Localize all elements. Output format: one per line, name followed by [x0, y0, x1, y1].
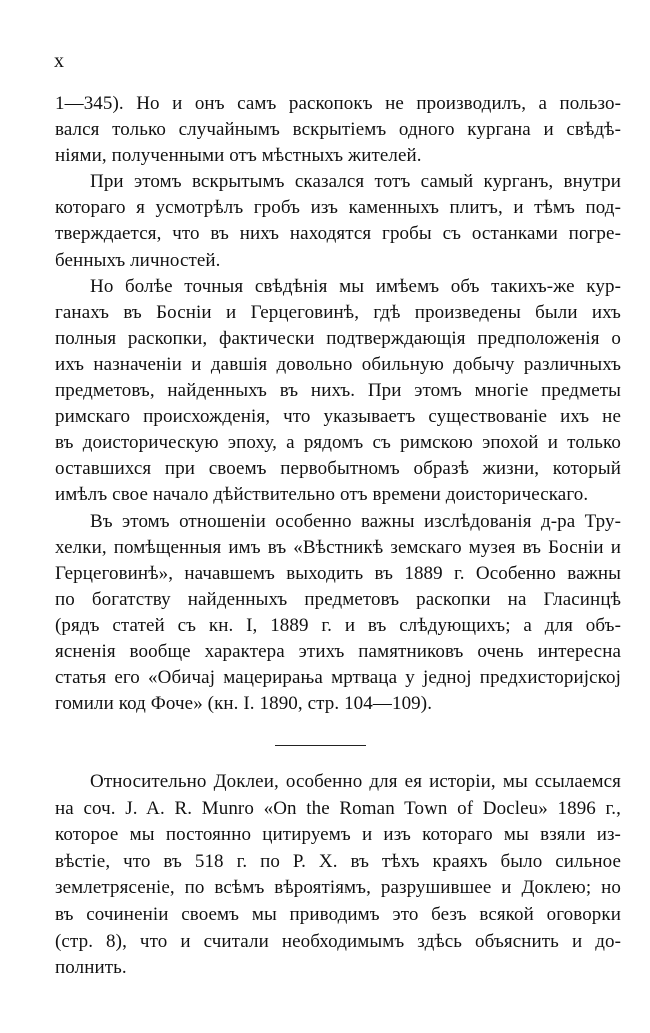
text-line: статья его «Обичај мацерирања мртваца у једној предхисторијској	[55, 667, 621, 689]
text-line: гомили код Фоче» (кн. I. 1890, стр. 104—109).	[55, 693, 433, 715]
text-line: которое мы постоянно цитируемъ и изъ котораго мы взяли из-	[55, 824, 621, 846]
text-line: (стр. 8), что и считали необходимымъ здѣсь объяснить и до-	[55, 930, 621, 952]
text-line: ніями, полученными отъ мѣстныхъ жителей.	[55, 145, 422, 167]
text-line: римскаго происхожденія, что указываетъ существованіе ихъ не	[55, 406, 621, 428]
text-line: тверждается, что въ нихъ находятся гробы съ останками погре-	[55, 223, 621, 245]
text-line: въ сочиненіи своемъ мы приводимъ это безъ всякой оговорки	[55, 903, 621, 925]
text-line: по богатству найденныхъ предметовъ раскопки на Гласинцѣ	[55, 588, 621, 610]
text-line: оставшихся при своемъ первобытномъ образѣ жизни, который	[55, 458, 621, 480]
note-text-section	[55, 769, 621, 982]
text-line: Относительно Доклеи, особенно для ея исторіи, мы ссылаемся	[90, 771, 621, 792]
paragraph	[55, 509, 621, 718]
text-line: полнить.	[55, 957, 127, 979]
text-line: ганахъ въ Босніи и Герцеговинѣ, гдѣ произведены были ихъ	[55, 301, 621, 323]
paragraph	[55, 769, 621, 982]
paragraph	[55, 91, 621, 169]
text-line: на соч. J. A. R. Munro «On the Roman Town of Docleu» 1896 г.,	[55, 797, 621, 819]
text-line: Герцеговинѣ», начавшемъ выходить въ 1889 г. Особенно важны	[55, 562, 621, 584]
text-line: ихъ назначеніи и давшія довольно обильную добычу различныхъ	[55, 353, 621, 375]
text-line: При этомъ вскрытымъ сказался тотъ самый курганъ, внутри	[90, 171, 621, 193]
text-line: Но болѣе точныя свѣдѣнія мы имѣемъ объ такихъ-же кур-	[90, 275, 621, 297]
text-line: полныя раскопки, фактически подтверждающія предположенія о	[55, 327, 621, 349]
text-line: въ доисторическую эпоху, а рядомъ съ римскою эпохой и только	[55, 432, 621, 454]
text-line: предметовъ, найденныхъ въ нихъ. При этомъ многіе предметы	[55, 380, 621, 402]
text-line: 1—345). Но и онъ самъ раскопокъ не производилъ, а пользо-	[55, 93, 621, 114]
text-line: хелки, помѣщенныя имъ въ «Вѣстникѣ земскаго музея въ Босніи и	[55, 536, 621, 558]
text-line: вѣстіе, что въ 518 г. по Р. X. въ тѣхъ краяхъ было сильное	[55, 850, 621, 872]
text-line: вался только случайнымъ вскрытіемъ одного кургана и свѣдѣ-	[55, 119, 621, 141]
section-divider	[275, 745, 366, 746]
text-line: землетрясеніе, по всѣмъ вѣроятіямъ, разрушившее и Доклею; но	[55, 877, 621, 899]
page-number: x	[54, 50, 64, 72]
text-line: (рядъ статей съ кн. I, 1889 г. и въ слѣдующихъ; а для объ-	[55, 614, 621, 636]
text-line: имѣлъ свое начало дѣйствительно отъ времени доисторическаго.	[55, 484, 589, 506]
text-line: ясненія вообще характера этихъ памятниковъ очень интересна	[55, 640, 621, 662]
paragraph	[55, 169, 621, 273]
text-line: котораго я усмотрѣлъ гробъ изъ каменныхъ плитъ, и тѣмъ под-	[55, 197, 621, 219]
text-line: бенныхъ личностей.	[55, 249, 221, 271]
paragraph	[55, 274, 621, 509]
text-line: Въ этомъ отношеніи особенно важны изслѣдованія д-ра Тру-	[90, 510, 621, 532]
main-text-section	[55, 91, 621, 717]
